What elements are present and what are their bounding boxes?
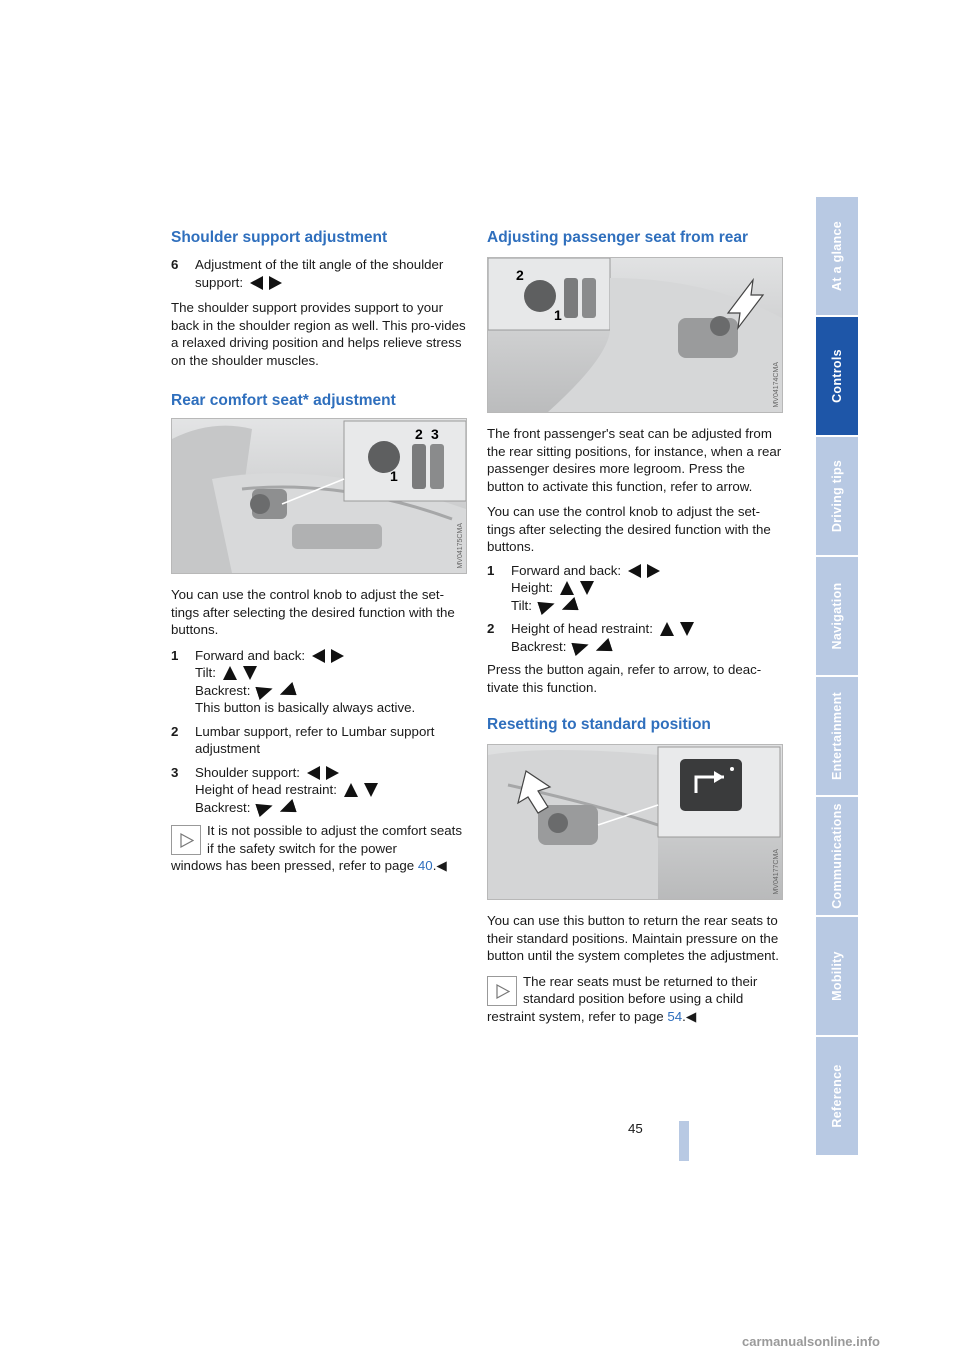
list-item: 2 Height of head restraint: Backrest: [487, 620, 783, 655]
page-link[interactable]: 54 [667, 1008, 683, 1024]
heading-resetting-standard-position: Resetting to standard position [487, 716, 711, 733]
arrow-left-icon [250, 276, 263, 290]
note-arrow-icon [171, 825, 201, 855]
right-column [487, 229, 783, 1025]
list-item: 3 Shoulder support: Height of head restraint: Backrest: [171, 764, 467, 817]
figure-label-3: 3 [431, 426, 439, 442]
page-marker-bar [679, 1121, 689, 1161]
tab-communications[interactable]: Communications [816, 797, 858, 915]
arrow-tilt-back-icon [255, 682, 275, 700]
watermark: carmanualsonline.info [742, 1334, 880, 1349]
page-link[interactable]: 40 [417, 858, 433, 873]
paragraph: The shoulder support provides support to your back in the shoulder region as well. This pro-vides a relaxed driving position and helps relieve stress on the shoulder muscles. [171, 300, 466, 368]
tab-driving-tips[interactable]: Driving tips [816, 437, 858, 555]
chapter-tabs [816, 197, 858, 1160]
tab-controls[interactable]: Controls [816, 317, 858, 435]
paragraph: The front passenger's seat can be adjusted from the rear sitting positions, for instance, when a rear passenger desires more legroom. Press the button to activate this function, refer to arrow. [487, 426, 782, 494]
rear-seat-controls-illustration [172, 419, 466, 573]
arrow-right-icon [269, 276, 282, 290]
figure-label-1: 1 [554, 307, 562, 323]
arrow-left-icon [628, 564, 641, 578]
tab-at-a-glance[interactable]: At a glance [816, 197, 858, 315]
arrow-tilt-forward-icon [559, 597, 579, 615]
heading-rear-comfort-seat: Rear comfort seat* adjustment [171, 392, 396, 409]
arrow-down-icon [243, 666, 257, 680]
note: The rear seats must be returned to their standard position before using a child restraint system, refer to page 54.◀ [487, 973, 758, 1024]
list-item: 1 Forward and back: Height: Tilt: [487, 562, 783, 615]
paragraph: You can use the control knob to adjust the set-tings after selecting the desired function with the buttons. [171, 587, 455, 637]
passenger-seat-illustration [488, 258, 782, 412]
arrow-left-icon [307, 766, 320, 780]
arrow-right-icon [326, 766, 339, 780]
list-item: 2 Lumbar support, refer to Lumbar support adjustment [171, 723, 435, 756]
passenger-seat-figure [487, 257, 783, 413]
rear-seat-controls-figure [171, 418, 467, 574]
figure-label-2: 2 [415, 426, 423, 442]
arrow-up-icon [560, 581, 574, 595]
arrow-tilt-forward-icon [593, 638, 613, 656]
figure-code: MV04175CMA [457, 523, 464, 569]
arrow-tilt-back-icon [255, 799, 275, 817]
arrow-down-icon [580, 581, 594, 595]
paragraph: You can use this button to return the rear seats to their standard positions. Maintain pressure on the button until the system completes the adjustment. [487, 913, 779, 963]
reset-button-figure [487, 744, 783, 900]
heading-adjusting-passenger-seat: Adjusting passenger seat from rear [487, 229, 748, 246]
arrow-down-icon [364, 783, 378, 797]
arrow-left-icon [312, 649, 325, 663]
figure-code: MV04174CMA [773, 362, 780, 408]
figure-code: MV04177CMA [773, 849, 780, 895]
arrow-tilt-forward-icon [277, 799, 297, 817]
arrow-up-icon [344, 783, 358, 797]
figure-label-2: 2 [516, 267, 524, 283]
arrow-up-icon [660, 622, 674, 636]
arrow-up-icon [223, 666, 237, 680]
list-item: 1 Forward and back: Tilt: Backrest: This button is basically always active. [171, 647, 416, 715]
heading-shoulder-support: Shoulder support adjustment [171, 229, 388, 246]
paragraph: Press the button again, refer to arrow, to deac-tivate this function. [487, 662, 762, 695]
arrow-down-icon [680, 622, 694, 636]
tab-entertainment[interactable]: Entertainment [816, 677, 858, 795]
arrow-tilt-back-icon [537, 597, 557, 615]
list-item: 6 Adjustment of the tilt angle of the shoulder support: [171, 257, 444, 290]
left-column [171, 229, 467, 875]
arrow-right-icon [331, 649, 344, 663]
note: It is not possible to adjust the comfort seats if the safety switch for the power windows has been pressed, refer to page 40.◀ [171, 823, 462, 873]
note-arrow-icon [487, 976, 517, 1006]
figure-label-1: 1 [390, 468, 398, 484]
page-number: 45 [628, 1121, 643, 1136]
paragraph: You can use the control knob to adjust the set-tings after selecting the desired function with the buttons. [487, 504, 771, 554]
tab-mobility[interactable]: Mobility [816, 917, 858, 1035]
arrow-right-icon [647, 564, 660, 578]
arrow-tilt-back-icon [571, 638, 591, 656]
reset-button-illustration [488, 745, 782, 899]
arrow-tilt-forward-icon [277, 682, 297, 700]
tab-reference[interactable]: Reference [816, 1037, 858, 1155]
tab-navigation[interactable]: Navigation [816, 557, 858, 675]
